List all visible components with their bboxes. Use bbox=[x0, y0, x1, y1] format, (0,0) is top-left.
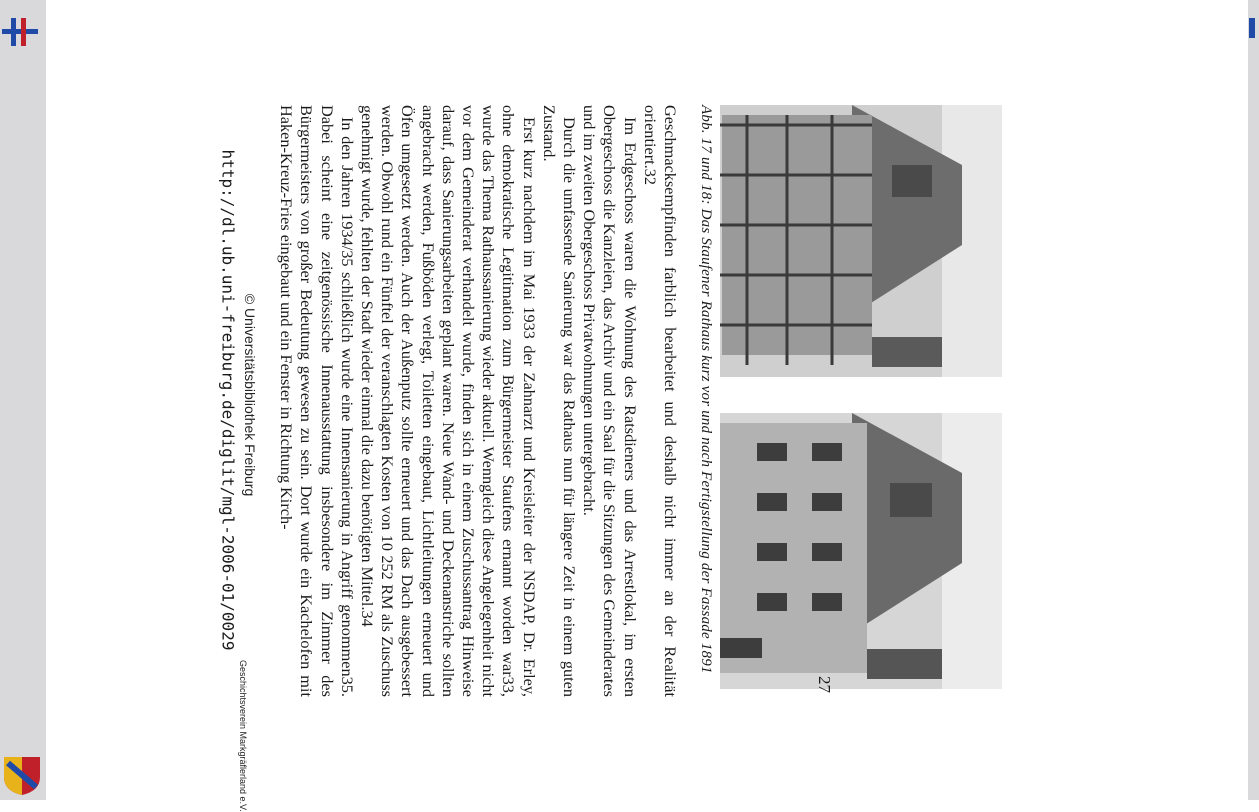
society-crest-icon bbox=[0, 753, 44, 797]
viewer-left-margin bbox=[0, 0, 46, 800]
scanned-page bbox=[190, 95, 1010, 705]
watermark-url: http://dl.ub.uni-freiburg.de/diglit/mgl-2006-01/0029 bbox=[218, 149, 238, 651]
paragraph: Im Erdgeschoss waren die Wohnung des Ratsdieners und das Arrestlokal, im ersten Obergeschoss die Kanzleien, das Archiv und ein Saal für die Sitzungen des Gemeinderates und im zweiten Obergeschoss Privatwohnungen untergebracht. bbox=[580, 105, 640, 697]
society-name: Geschichtsverein Markgräflerland e.V. bbox=[238, 660, 248, 812]
watermark-copyright: © Universitätsbibliothek Freiburg bbox=[242, 293, 258, 497]
figure-caption: Abb. 17 und 18: Das Staufener Rathaus kurz vor und nach Fertigstellung der Fassade 1891 bbox=[698, 105, 714, 674]
paragraph: Erst kurz nachdem im Mai 1933 der Zahnarzt und Kreisleiter der NSDAP, Dr. Erley, ohne demokratische Legitimation zum Bürgermeister Staufens ernannt worden war33, wurde das Thema Rathaussanierung wieder aktuell. Wenngleich diese Angelegenheit nicht vor dem Gemeinderat verhandelt wurde, finden sich in einem Zuschussantrag Hinweise darauf, dass Sanierungsarbeiten geplant waren. Neue Wand- und Deckenanstriche sollten angebracht werden, Fußböden verlegt, Toiletten eingebaut, Lichtleitungen erneuert und Öfen umgesetzt werden. Auch der Außenputz sollte erneuert und das Dach ausgebessert werden. Obwohl rund ein Fünftel der veranschlagten Kosten von 10 252 RM als Zuschuss genehmigt wurde, fehlten der Stadt wieder einmal die dazu benötigten Mittel.34 bbox=[357, 105, 539, 697]
body-text bbox=[276, 105, 680, 697]
photo-townhall-after bbox=[720, 413, 1002, 689]
paragraph: In den Jahren 1934/35 schließlich wurde eine Innensanierung in Angriff genommen35. Dabei scheint eine zeitgenössische Innenausstattung insbesondere im Zimmer des Bürgermeisters von großer Bedeutung gewesen zu sein. Dort wurde ein Kachelofen mit Haken-Kreuz-Fries eingebaut und ein Fenster in Richtung Kirch- bbox=[277, 105, 357, 697]
page-number: 27 bbox=[815, 676, 834, 693]
paragraph: Durch die umfassende Sanierung war das Rathaus nun für längere Zeit in einem guten Zustand. bbox=[539, 105, 579, 697]
edge-logo-fragment bbox=[1249, 18, 1255, 38]
library-logo-icon bbox=[2, 16, 38, 48]
paragraph: Geschmacksempfinden farblich bearbeitet und deshalb nicht immer an der Realität orientiert.32 bbox=[640, 105, 680, 697]
photo-townhall-before bbox=[720, 105, 1002, 377]
viewer-right-margin bbox=[1248, 0, 1259, 800]
